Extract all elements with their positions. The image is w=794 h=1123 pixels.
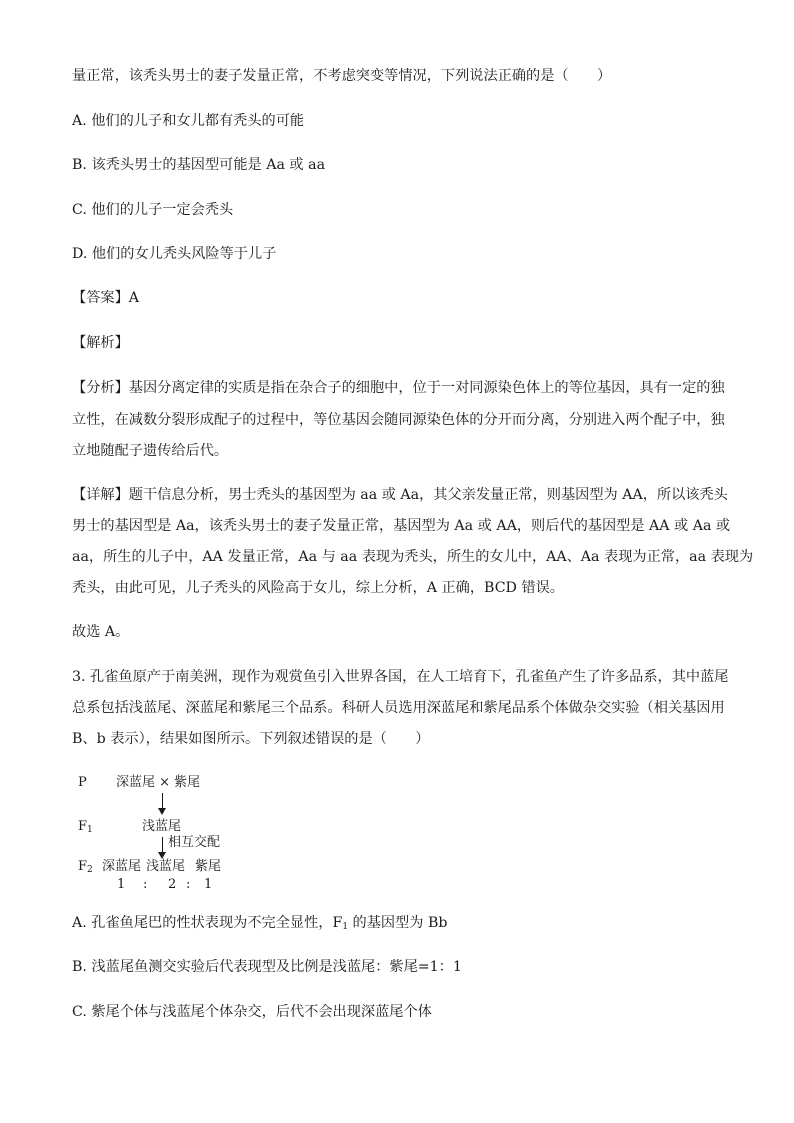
ratio-2: 2	[168, 877, 177, 892]
fenxi-line-1: 【分析】基因分离定律的实质是指在杂合子的细胞中，位于一对同源染色体上的等位基因，具有一定的独	[72, 380, 725, 396]
p-cross: 深蓝尾 × 紫尾	[116, 775, 201, 790]
ratio-sep-1: :	[143, 877, 148, 892]
q3-option-b: B. 浅蓝尾鱼测交实验后代表现型及比例是浅蓝尾：紫尾=1：1	[72, 959, 462, 975]
q3-option-a: A. 孔雀鱼尾巴的性状表现为不完全显性，$F_1$ 的基因型为 Bb	[72, 915, 448, 932]
q2-stem-tail: 量正常，该秃头男士的妻子发量正常，不考虑突变等情况，下列说法正确的是（ ）	[72, 68, 612, 84]
q2-option-b: B. 该秃头男士的基因型可能是 Aa 或 aa	[72, 157, 326, 173]
q2-conclusion: 故选 A。	[72, 624, 130, 640]
p-label: P	[78, 775, 87, 790]
xiangjie-line-3: aa，所生的儿子中，AA 发量正常，Aa 与 aa 表现为秃头，所生的女儿中，AA、Aa 表现为正常，aa 表现为	[72, 549, 754, 565]
answer-value: A	[128, 290, 140, 306]
analysis-tag: 【解析】	[72, 335, 129, 351]
q2-option-d: D. 他们的女儿秃头风险等于儿子	[72, 246, 277, 262]
q2-option-a: A. 他们的儿子和女儿都有秃头的可能	[72, 113, 305, 129]
arrow-f1-to-f2-head	[158, 852, 166, 859]
fenxi-line-2: 立性，在减数分裂形成配子的过程中，等位基因会随同源染色体的分开而分离，分别进入两个配子中，独	[72, 412, 725, 428]
arrow-f1-to-f2	[162, 837, 163, 853]
f1-phenotype: 浅蓝尾	[142, 819, 182, 834]
f2-phenotype-light-blue: 浅蓝尾	[146, 859, 186, 874]
arrow-p-to-f1-head	[158, 808, 166, 815]
ratio-sep-2: :	[186, 877, 191, 892]
xiangjie-line-4: 秃头，由此可见，儿子秃头的风险高于女儿，综上分析，A 正确，BCD 错误。	[72, 580, 564, 596]
answer-tag: 【答案】	[72, 290, 129, 306]
q2-option-c: C. 他们的儿子一定会秃头	[72, 202, 234, 218]
xiangjie-line-1: 【详解】题干信息分析，男士秃头的基因型为 aa 或 Aa，其父亲发量正常，则基因型为 AA，所以该秃头	[72, 487, 728, 503]
fenxi-line-3: 立地随配子遗传给后代。	[72, 443, 229, 459]
f2-phenotype-purple: 紫尾	[195, 859, 222, 874]
q2-answer-line	[72, 288, 734, 308]
f2-phenotype-deep-blue: 深蓝尾	[102, 859, 142, 874]
q3-option-c: C. 紫尾个体与浅蓝尾个体杂交，后代不会出现深蓝尾个体	[72, 1004, 432, 1020]
f1-label: $F_1$	[78, 819, 93, 835]
q3-stem-line-2: 总系包括浅蓝尾、深蓝尾和紫尾三个品系。科研人员选用深蓝尾和紫尾品系个体做杂交实验（相关基因用	[72, 700, 725, 716]
ratio-1: 1	[117, 877, 126, 892]
f2-label: $F_2$	[78, 859, 93, 875]
xiangjie-line-2: 男士的基因型是 Aa，该秃头男士的妻子发量正常，基因型为 Aa 或 AA，则后代的基因型是 AA 或 Aa 或	[72, 518, 731, 534]
arrow-p-to-f1	[162, 793, 163, 809]
q3-stem-line-3: B、b 表示），结果如图所示。下列叙述错误的是（ ）	[72, 731, 430, 747]
f1-mating-note: 相互交配	[168, 835, 221, 850]
ratio-3: 1	[204, 877, 213, 892]
q3-stem-line-1: 3. 孔雀鱼原产于南美洲，现作为观赏鱼引入世界各国，在人工培育下，孔雀鱼产生了许多品系，其中蓝尾	[72, 669, 729, 685]
